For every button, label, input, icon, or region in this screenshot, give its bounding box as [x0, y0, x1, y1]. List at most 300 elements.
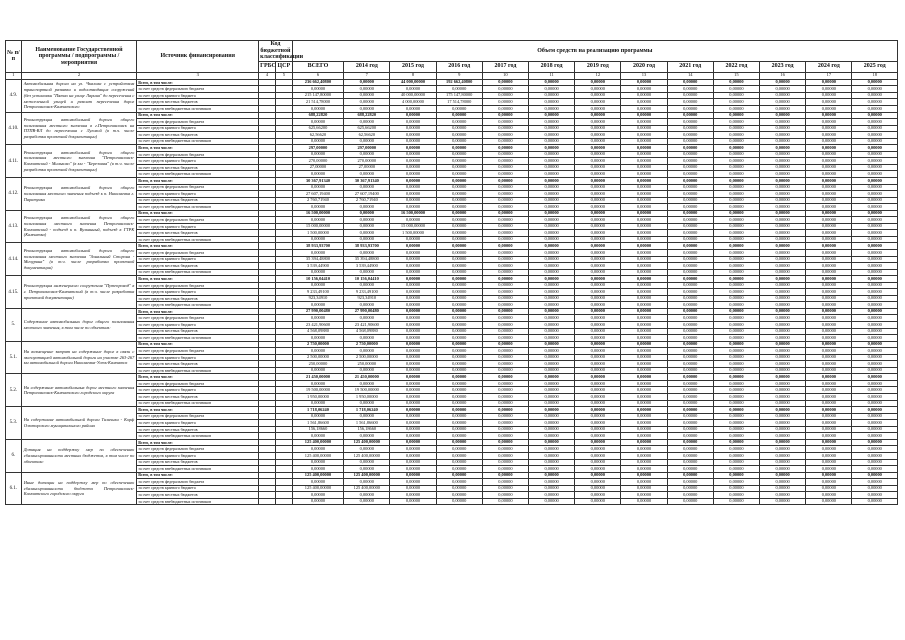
amount-year: 0,00000 — [436, 171, 482, 178]
amount-year: 0,00000 — [621, 400, 667, 407]
amount-year: 0,00000 — [760, 492, 806, 499]
amount-year: 0,00000 — [529, 256, 575, 263]
amount-total: 35 394,48800 — [292, 256, 343, 263]
funding-source: за счет средств краевого бюджета — [137, 452, 259, 459]
amount-year: 0,00000 — [390, 289, 436, 296]
funding-source: за счет средств федерального бюджета — [137, 184, 259, 191]
funding-source: за счет средств местных бюджетов — [137, 263, 259, 270]
amount-year: 0,00000 — [621, 433, 667, 440]
amount-year: 0,00000 — [436, 112, 482, 119]
amount-year: 0,00000 — [806, 171, 852, 178]
amount-year: 0,00000 — [344, 302, 390, 309]
amount-year: 0,00000 — [852, 256, 898, 263]
header-index-cell: 3 — [137, 72, 259, 79]
amount-year: 0,00000 — [436, 361, 482, 368]
amount-year: 0,00000 — [390, 282, 436, 289]
funding-source: за счет средств внебюджетных источников — [137, 204, 259, 211]
amount-year: 0,00000 — [713, 158, 759, 165]
amount-year: 0,00000 — [713, 171, 759, 178]
amount-year: 0,00000 — [482, 348, 528, 355]
amount-year: 0,00000 — [713, 282, 759, 289]
amount-year: 0,00000 — [667, 138, 713, 145]
amount-year: 0,00000 — [575, 426, 621, 433]
amount-year: 0,00000 — [575, 459, 621, 466]
amount-year: 0,00000 — [713, 335, 759, 342]
amount-year: 0,00000 — [713, 151, 759, 158]
amount-total: 156,18660 — [292, 426, 343, 433]
amount-year: 0,00000 — [806, 204, 852, 211]
amount-year: 0,00000 — [621, 426, 667, 433]
amount-year: 0,00000 — [806, 289, 852, 296]
amount-year: 0,00000 — [621, 341, 667, 348]
funding-source: за счет средств местных бюджетов — [137, 492, 259, 499]
amount-year: 0,00000 — [852, 243, 898, 250]
amount-year: 0,00000 — [575, 145, 621, 152]
amount-year: 0,00000 — [713, 485, 759, 492]
amount-year: 0,00000 — [436, 263, 482, 270]
amount-year: 0,00000 — [390, 354, 436, 361]
amount-year: 0,00000 — [621, 210, 667, 217]
amount-year: 0,00000 — [713, 79, 759, 86]
amount-year: 0,00000 — [436, 204, 482, 211]
amount-total: 0,00000 — [292, 367, 343, 374]
amount-year: 2 760,71940 — [344, 197, 390, 204]
amount-year: 0,00000 — [390, 315, 436, 322]
amount-year: 0,00000 — [390, 276, 436, 283]
amount-year: 16 500,00000 — [390, 210, 436, 217]
funding-table-sheet — [5, 40, 898, 505]
amount-year: 0,00000 — [344, 400, 390, 407]
amount-year: 0,00000 — [575, 125, 621, 132]
header-year: 2021 год — [667, 61, 713, 72]
funding-source: за счет средств местных бюджетов — [137, 394, 259, 401]
amount-year: 0,00000 — [529, 492, 575, 499]
amount-year: 0,00000 — [482, 322, 528, 329]
funding-source: за счет средств краевого бюджета — [137, 256, 259, 263]
amount-year: 0,00000 — [390, 217, 436, 224]
funding-source: за счет средств краевого бюджета — [137, 420, 259, 427]
amount-year: 0,00000 — [529, 191, 575, 198]
item-name: Реконструкция автомобильной дороги общего пользования местного значения Петропавловск-Камчатский - подъезд к п. Вулканный, подъезд к ГТРК (Камчатка) — [21, 210, 137, 243]
amount-year: 0,00000 — [621, 446, 667, 453]
amount-year: 0,00000 — [760, 433, 806, 440]
amount-year: 0,00000 — [344, 236, 390, 243]
amount-year: 0,00000 — [667, 466, 713, 473]
funding-source: за счет средств внебюджетных источников — [137, 105, 259, 112]
amount-year: 0,00000 — [344, 119, 390, 126]
amount-year: 0,00000 — [344, 138, 390, 145]
amount-year: 0,00000 — [482, 374, 528, 381]
amount-year: 0,00000 — [621, 361, 667, 368]
amount-year: 0,00000 — [760, 426, 806, 433]
amount-year: 0,00000 — [575, 119, 621, 126]
amount-year: 9 233,49100 — [344, 289, 390, 296]
amount-year: 0,00000 — [575, 197, 621, 204]
amount-year: 297,00000 — [344, 145, 390, 152]
amount-year: 0,00000 — [760, 191, 806, 198]
amount-year: 0,00000 — [436, 164, 482, 171]
amount-year: 0,00000 — [575, 374, 621, 381]
amount-year: 0,00000 — [806, 119, 852, 126]
amount-year: 0,00000 — [806, 400, 852, 407]
amount-year: 0,00000 — [482, 276, 528, 283]
amount-year: 0,00000 — [852, 276, 898, 283]
amount-year: 0,00000 — [390, 459, 436, 466]
amount-year: 0,00000 — [575, 99, 621, 106]
amount-year: 0,00000 — [713, 289, 759, 296]
amount-year: 0,00000 — [760, 86, 806, 93]
amount-year: 0,00000 — [760, 361, 806, 368]
amount-year: 0,00000 — [390, 197, 436, 204]
amount-year: 0,00000 — [852, 191, 898, 198]
amount-year: 0,00000 — [760, 472, 806, 479]
amount-year: 0,00000 — [529, 158, 575, 165]
amount-total: 0,00000 — [292, 315, 343, 322]
amount-year: 0,00000 — [760, 197, 806, 204]
amount-year: 0,00000 — [436, 105, 482, 112]
amount-year: 0,00000 — [436, 158, 482, 165]
amount-year: 0,00000 — [344, 105, 390, 112]
item-number: 4.13. — [6, 210, 22, 243]
amount-year: 10 156,04410 — [344, 276, 390, 283]
amount-year: 0,00000 — [390, 335, 436, 342]
amount-year: 0,00000 — [575, 466, 621, 473]
amount-year: 27 990,00480 — [344, 308, 390, 315]
amount-year: 0,00000 — [482, 86, 528, 93]
amount-year: 0,00000 — [760, 223, 806, 230]
amount-year: 0,00000 — [621, 420, 667, 427]
amount-total: 3 539,44900 — [292, 263, 343, 270]
amount-year: 0,00000 — [344, 492, 390, 499]
amount-year: 0,00000 — [575, 387, 621, 394]
amount-year: 0,00000 — [713, 250, 759, 257]
item-name: Автомобильная дорога на ул. Чкалова с устройством транспортной развязки и водоотводящих сооружений (без установки "Пятно на улице Ларина" до пересечения с межселенной улицей и ремонт пересечения дорог Петропавловск-Камчатского — [21, 79, 137, 112]
funding-source: Всего, в том числе: — [137, 112, 259, 119]
funding-source: за счет средств местных бюджетов — [137, 361, 259, 368]
amount-year: 0,00000 — [621, 132, 667, 139]
amount-total: 236 662,40800 — [292, 79, 343, 86]
amount-year: 0,00000 — [529, 459, 575, 466]
amount-year: 0,00000 — [621, 407, 667, 414]
amount-total: 27 607,19400 — [292, 191, 343, 198]
amount-year: 0,00000 — [436, 138, 482, 145]
amount-total: 2 760,71940 — [292, 197, 343, 204]
amount-year: 0,00000 — [621, 492, 667, 499]
amount-year: 0,00000 — [852, 151, 898, 158]
amount-year: 0,00000 — [344, 446, 390, 453]
amount-year: 0,00000 — [806, 492, 852, 499]
amount-year: 0,00000 — [621, 295, 667, 302]
amount-total: 0,00000 — [292, 433, 343, 440]
funding-source: за счет средств федерального бюджета — [137, 217, 259, 224]
funding-source: Всего, в том числе: — [137, 210, 259, 217]
amount-year: 0,00000 — [344, 86, 390, 93]
amount-year: 0,00000 — [436, 243, 482, 250]
amount-year: 0,00000 — [760, 302, 806, 309]
amount-total: 0,00000 — [292, 400, 343, 407]
amount-year: 0,00000 — [390, 479, 436, 486]
amount-year: 0,00000 — [390, 446, 436, 453]
amount-year: 0,00000 — [482, 335, 528, 342]
amount-year: 0,00000 — [575, 492, 621, 499]
amount-total: 0,00000 — [292, 498, 343, 505]
amount-year: 0,00000 — [575, 250, 621, 257]
amount-total: 2 750,00000 — [292, 341, 343, 348]
amount-year: 0,00000 — [806, 380, 852, 387]
amount-year: 0,00000 — [390, 328, 436, 335]
amount-year: 0,00000 — [482, 420, 528, 427]
amount-year: 0,00000 — [806, 328, 852, 335]
amount-year: 0,00000 — [482, 119, 528, 126]
header-year: 2023 год — [760, 61, 806, 72]
amount-year: 0,00000 — [344, 348, 390, 355]
amount-year: 0,00000 — [713, 230, 759, 237]
amount-year: 0,00000 — [667, 243, 713, 250]
amount-year: 2 750,00000 — [344, 341, 390, 348]
amount-year: 0,00000 — [667, 125, 713, 132]
amount-year: 0,00000 — [390, 236, 436, 243]
amount-year: 0,00000 — [529, 479, 575, 486]
amount-year: 0,00000 — [482, 426, 528, 433]
header-year: 2017 год — [482, 61, 528, 72]
amount-year: 0,00000 — [621, 99, 667, 106]
amount-year: 1 950,00000 — [344, 394, 390, 401]
amount-year: 0,00000 — [436, 86, 482, 93]
table-row — [6, 498, 898, 505]
amount-year: 0,00000 — [529, 380, 575, 387]
amount-year: 0,00000 — [667, 400, 713, 407]
amount-year: 0,00000 — [436, 223, 482, 230]
amount-year: 0,00000 — [852, 420, 898, 427]
amount-year: 0,00000 — [852, 250, 898, 257]
amount-year: 0,00000 — [760, 177, 806, 184]
amount-total: 27 990,00480 — [292, 308, 343, 315]
amount-year: 0,00000 — [667, 354, 713, 361]
amount-year: 0,00000 — [806, 426, 852, 433]
amount-year: 0,00000 — [667, 164, 713, 171]
amount-total: 1 500,00000 — [292, 230, 343, 237]
amount-year: 0,00000 — [760, 236, 806, 243]
amount-year: 0,00000 — [852, 308, 898, 315]
amount-year: 0,00000 — [621, 380, 667, 387]
amount-year: 0,00000 — [852, 230, 898, 237]
header-index-cell: 7 — [344, 72, 390, 79]
amount-year: 0,00000 — [667, 217, 713, 224]
amount-year: 0,00000 — [390, 361, 436, 368]
amount-year: 0,00000 — [667, 282, 713, 289]
amount-year: 0,00000 — [852, 119, 898, 126]
amount-year: 0,00000 — [760, 125, 806, 132]
amount-year: 0,00000 — [667, 289, 713, 296]
amount-year: 0,00000 — [436, 485, 482, 492]
amount-year: 0,00000 — [713, 322, 759, 329]
amount-year: 0,00000 — [436, 197, 482, 204]
amount-year: 0,00000 — [713, 479, 759, 486]
amount-year: 250,00000 — [344, 361, 390, 368]
amount-year: 0,00000 — [667, 112, 713, 119]
funding-source: за счет средств внебюджетных источников — [137, 236, 259, 243]
amount-year: 0,00000 — [575, 472, 621, 479]
amount-year: 1 561,86600 — [344, 420, 390, 427]
amount-year: 0,00000 — [390, 407, 436, 414]
amount-year: 0,00000 — [436, 380, 482, 387]
amount-year: 0,00000 — [621, 243, 667, 250]
amount-year: 0,00000 — [390, 466, 436, 473]
amount-year: 0,00000 — [482, 171, 528, 178]
amount-year: 0,00000 — [529, 171, 575, 178]
amount-year: 0,00000 — [529, 269, 575, 276]
amount-year: 0,00000 — [344, 151, 390, 158]
amount-year: 0,00000 — [436, 400, 482, 407]
funding-source: за счет средств внебюджетных источников — [137, 269, 259, 276]
amount-year: 0,00000 — [482, 145, 528, 152]
amount-year: 0,00000 — [713, 210, 759, 217]
amount-year: 0,00000 — [806, 439, 852, 446]
amount-year: 0,00000 — [760, 276, 806, 283]
amount-year: 0,00000 — [529, 295, 575, 302]
amount-year: 0,00000 — [575, 79, 621, 86]
amount-year: 0,00000 — [575, 400, 621, 407]
amount-year: 0,00000 — [575, 498, 621, 505]
amount-year: 0,00000 — [529, 322, 575, 329]
amount-year: 0,00000 — [436, 282, 482, 289]
amount-year: 0,00000 — [760, 243, 806, 250]
header-index-cell: 14 — [667, 72, 713, 79]
funding-source: за счет средств краевого бюджета — [137, 92, 259, 99]
amount-year: 0,00000 — [529, 341, 575, 348]
amount-year: 0,00000 — [344, 498, 390, 505]
amount-year: 0,00000 — [667, 197, 713, 204]
amount-year: 0,00000 — [482, 452, 528, 459]
amount-year: 0,00000 — [529, 250, 575, 257]
amount-year: 0,00000 — [436, 276, 482, 283]
amount-year: 0,00000 — [713, 446, 759, 453]
amount-year: 0,00000 — [529, 236, 575, 243]
amount-total: 1 950,00000 — [292, 394, 343, 401]
amount-year: 0,00000 — [806, 282, 852, 289]
amount-year: 0,00000 — [482, 498, 528, 505]
amount-year: 0,00000 — [667, 145, 713, 152]
amount-year: 0,00000 — [529, 276, 575, 283]
amount-year: 0,00000 — [482, 354, 528, 361]
amount-year: 0,00000 — [436, 256, 482, 263]
amount-year: 0,00000 — [713, 492, 759, 499]
amount-year: 0,00000 — [621, 452, 667, 459]
amount-year: 0,00000 — [482, 197, 528, 204]
amount-year: 0,00000 — [529, 86, 575, 93]
funding-source: за счет средств местных бюджетов — [137, 459, 259, 466]
amount-year: 0,00000 — [436, 354, 482, 361]
funding-source: за счет средств местных бюджетов — [137, 230, 259, 237]
amount-year: 0,00000 — [713, 236, 759, 243]
amount-year: 0,00000 — [760, 256, 806, 263]
amount-year: 0,00000 — [852, 466, 898, 473]
funding-source: за счет средств краевого бюджета — [137, 125, 259, 132]
amount-year: 0,00000 — [760, 459, 806, 466]
amount-year: 0,00000 — [621, 138, 667, 145]
amount-year: 0,00000 — [344, 466, 390, 473]
amount-year: 0,00000 — [344, 335, 390, 342]
amount-year: 0,00000 — [529, 400, 575, 407]
amount-year: 0,00000 — [575, 308, 621, 315]
amount-year: 0,00000 — [852, 433, 898, 440]
amount-year: 0,00000 — [760, 269, 806, 276]
amount-year: 0,00000 — [852, 125, 898, 132]
amount-year: 0,00000 — [806, 210, 852, 217]
item-number: 5. — [6, 308, 22, 341]
amount-year: 0,00000 — [667, 380, 713, 387]
amount-year: 0,00000 — [575, 158, 621, 165]
amount-year: 0,00000 — [390, 420, 436, 427]
amount-year: 0,00000 — [713, 420, 759, 427]
amount-year: 0,00000 — [344, 315, 390, 322]
amount-year: 0,00000 — [529, 439, 575, 446]
amount-year: 0,00000 — [852, 263, 898, 270]
amount-year: 0,00000 — [482, 394, 528, 401]
amount-year: 0,00000 — [344, 79, 390, 86]
amount-year: 0,00000 — [667, 263, 713, 270]
amount-year: 0,00000 — [806, 407, 852, 414]
amount-total: 125 400,00000 — [292, 452, 343, 459]
amount-year: 156,18660 — [344, 426, 390, 433]
amount-year: 270,00000 — [344, 158, 390, 165]
amount-year: 0,00000 — [806, 446, 852, 453]
amount-year: 0,00000 — [806, 367, 852, 374]
amount-year: 0,00000 — [482, 263, 528, 270]
amount-year: 0,00000 — [852, 171, 898, 178]
amount-year: 0,00000 — [806, 374, 852, 381]
amount-total: 923,34910 — [292, 295, 343, 302]
amount-year: 0,00000 — [575, 367, 621, 374]
amount-year: 0,00000 — [436, 177, 482, 184]
amount-year: 0,00000 — [713, 217, 759, 224]
amount-year: 0,00000 — [713, 145, 759, 152]
amount-year: 0,00000 — [713, 498, 759, 505]
amount-year: 0,00000 — [852, 459, 898, 466]
amount-year: 0,00000 — [667, 341, 713, 348]
amount-year: 0,00000 — [667, 367, 713, 374]
amount-year: 0,00000 — [760, 145, 806, 152]
amount-year: 0,00000 — [436, 479, 482, 486]
amount-year: 0,00000 — [621, 86, 667, 93]
amount-year: 0,00000 — [806, 230, 852, 237]
amount-year: 0,00000 — [806, 138, 852, 145]
amount-year: 0,00000 — [482, 256, 528, 263]
amount-year: 0,00000 — [529, 374, 575, 381]
amount-total: 21 450,00000 — [292, 374, 343, 381]
amount-total: 125 400,00000 — [292, 439, 343, 446]
amount-year: 0,00000 — [806, 112, 852, 119]
amount-year: 0,00000 — [575, 210, 621, 217]
amount-year: 0,00000 — [621, 230, 667, 237]
funding-table — [5, 40, 898, 505]
amount-year: 0,00000 — [713, 197, 759, 204]
amount-year: 0,00000 — [482, 217, 528, 224]
amount-year: 0,00000 — [482, 236, 528, 243]
funding-source: за счет средств федерального бюджета — [137, 250, 259, 257]
amount-year: 0,00000 — [621, 191, 667, 198]
amount-year: 0,00000 — [482, 400, 528, 407]
amount-year: 0,00000 — [806, 243, 852, 250]
funding-source: за счет средств краевого бюджета — [137, 387, 259, 394]
amount-year: 0,00000 — [575, 138, 621, 145]
amount-year: 0,00000 — [806, 315, 852, 322]
amount-year: 0,00000 — [390, 269, 436, 276]
funding-source: за счет средств внебюджетных источников — [137, 138, 259, 145]
amount-year: 0,00000 — [852, 485, 898, 492]
amount-year: 0,00000 — [621, 105, 667, 112]
amount-year: 0,00000 — [390, 308, 436, 315]
